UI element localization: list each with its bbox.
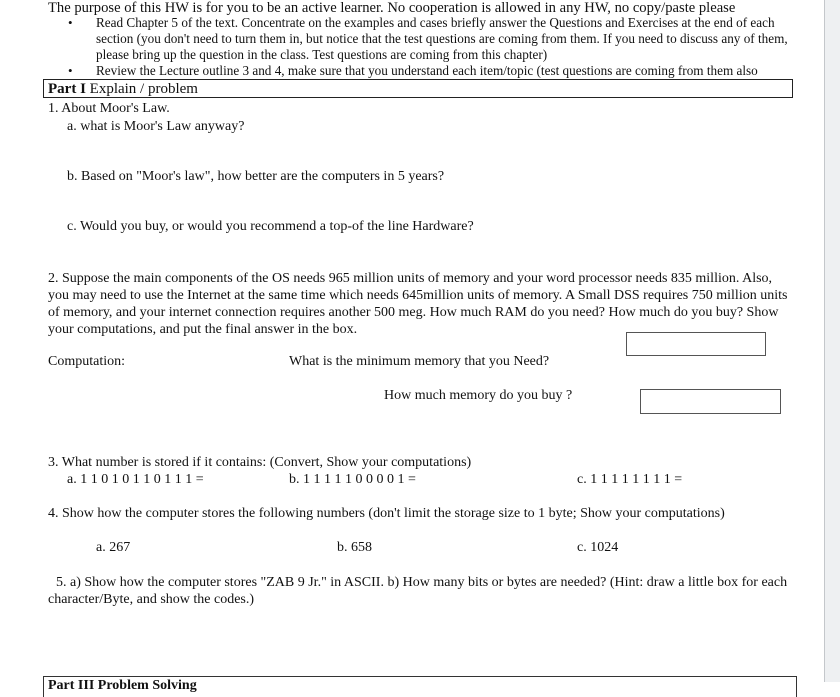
question-3-title: 3. What number is stored if it contains: (Convert, Show your computations) (48, 455, 472, 470)
question-4c: c. 1024 (577, 540, 619, 555)
question-3c: c. 1 1 1 1 1 1 1 1 = (577, 472, 683, 487)
bullet-icon: • (68, 15, 73, 30)
part-heading-rest: Explain / problem (85, 81, 198, 97)
page-edge (824, 0, 840, 682)
bullet-icon: • (68, 63, 73, 78)
part-heading-bold: Part I (48, 81, 86, 97)
bullet-text: Read Chapter 5 of the text. Concentrate on the examples and cases briefly answer the Questions and Exercises at the end of each section (you don't need to turn them in, but notice that the test questions are coming from them. If you need to discuss any of them, please bring up the question in the class. Test questions are coming from this chapter) (96, 15, 788, 62)
list-item (48, 63, 798, 78)
min-memory-answer-box[interactable] (626, 332, 766, 356)
part-3-heading: Part III Problem Solving (48, 678, 197, 693)
question-1b: b. Based on "Moor's law", how better are the computers in 5 years? (67, 169, 445, 184)
intro-text: The purpose of this HW is for you to be an active learner. No cooperation is allowed in any HW, no copy/paste please (48, 0, 736, 16)
question-3a: a. 1 1 0 1 0 1 1 0 1 1 1 = (67, 472, 204, 487)
question-4a: a. 267 (96, 540, 131, 555)
question-1a: a. what is Moor's Law anyway? (67, 119, 245, 134)
question-1c: c. Would you buy, or would you recommend a top-of the line Hardware? (67, 219, 474, 234)
part-heading (43, 79, 793, 98)
min-memory-label: What is the minimum memory that you Need? (289, 354, 550, 369)
list-item (48, 15, 798, 63)
question-3b: b. 1 1 1 1 1 0 0 0 0 1 = (289, 472, 416, 487)
instruction-list (48, 15, 798, 78)
bullet-text: Review the Lecture outline 3 and 4, make sure that you understand each item/topic (test questions are coming from them also (96, 63, 758, 78)
buy-memory-answer-box[interactable] (640, 389, 781, 414)
question-4-title: 4. Show how the computer stores the following numbers (don't limit the storage size to 1 byte; Show your computations) (48, 506, 725, 521)
question-5-text: 5. a) Show how the computer stores "ZAB 9 Jr." in ASCII. b) How many bits or bytes are needed? (Hint: draw a little box for each character/Byte, and show the codes.) (48, 575, 788, 607)
computation-label: Computation: (48, 354, 125, 369)
question-4b: b. 658 (337, 540, 372, 555)
buy-memory-label: How much memory do you buy ? (384, 388, 573, 403)
question-1-title: 1. About Moor's Law. (48, 101, 170, 116)
question-2-text: 2. Suppose the main components of the OS needs 965 million units of memory and your word processor needs 835 million. Also, you may need to use the Internet at the same time which needs 645million units of memory. A Small DSS requires 750 million units of memory, and your internet connection requires another 500 meg. How much RAM do you need? How much do you buy? Show your computations, and put the final answer in the box. (48, 271, 788, 337)
